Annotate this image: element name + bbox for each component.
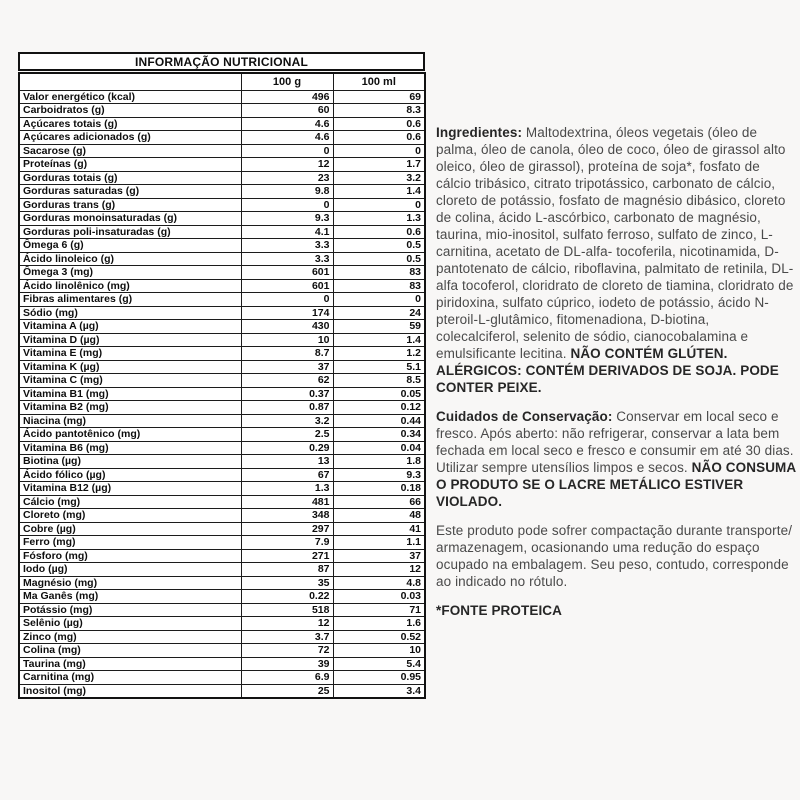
table-row bbox=[19, 90, 425, 104]
value-100g: 601 bbox=[241, 266, 333, 280]
value-100g: 3.7 bbox=[241, 630, 333, 644]
value-100ml: 83 bbox=[333, 279, 425, 293]
table-row bbox=[19, 428, 425, 442]
conservation-paragraph bbox=[436, 408, 796, 510]
value-100ml: 0.5 bbox=[333, 239, 425, 253]
header-blank-cell bbox=[19, 73, 241, 90]
value-100g: 4.6 bbox=[241, 117, 333, 131]
value-100g: 9.3 bbox=[241, 212, 333, 226]
table-row bbox=[19, 482, 425, 496]
table-row bbox=[19, 495, 425, 509]
nutrient-label: Potássio (mg) bbox=[19, 603, 241, 617]
nutrition-facts-panel bbox=[18, 52, 425, 699]
table-row bbox=[19, 225, 425, 239]
table-row bbox=[19, 468, 425, 482]
table-row bbox=[19, 644, 425, 658]
table-row bbox=[19, 360, 425, 374]
value-100ml: 0.6 bbox=[333, 117, 425, 131]
table-row bbox=[19, 185, 425, 199]
nutrient-label: Cloreto (mg) bbox=[19, 509, 241, 523]
nutrient-label: Gorduras poli-insaturadas (g) bbox=[19, 225, 241, 239]
value-100g: 23 bbox=[241, 171, 333, 185]
nutrient-label: Ácido fólico (µg) bbox=[19, 468, 241, 482]
table-row bbox=[19, 252, 425, 266]
value-100g: 25 bbox=[241, 684, 333, 698]
table-row bbox=[19, 387, 425, 401]
table-row bbox=[19, 266, 425, 280]
value-100ml: 1.7 bbox=[333, 158, 425, 172]
table-row bbox=[19, 617, 425, 631]
value-100g: 3.2 bbox=[241, 414, 333, 428]
value-100ml: 0.5 bbox=[333, 252, 425, 266]
nutrient-label: Vitamina K (µg) bbox=[19, 360, 241, 374]
table-row bbox=[19, 536, 425, 550]
value-100ml: 0 bbox=[333, 144, 425, 158]
seal-warning: NÃO CONSUMA O PRODUTO SE O LACRE METÁLICO ESTIVER VIOLADO. bbox=[436, 460, 796, 509]
table-row bbox=[19, 441, 425, 455]
value-100g: 496 bbox=[241, 90, 333, 104]
value-100g: 10 bbox=[241, 333, 333, 347]
value-100g: 13 bbox=[241, 455, 333, 469]
table-row bbox=[19, 563, 425, 577]
nutrient-label: Vitamina B6 (mg) bbox=[19, 441, 241, 455]
value-100g: 9.8 bbox=[241, 185, 333, 199]
value-100g: 87 bbox=[241, 563, 333, 577]
nutrient-label: Selênio (µg) bbox=[19, 617, 241, 631]
nutrient-label: Gorduras trans (g) bbox=[19, 198, 241, 212]
value-100ml: 3.4 bbox=[333, 684, 425, 698]
value-100g: 481 bbox=[241, 495, 333, 509]
value-100g: 601 bbox=[241, 279, 333, 293]
table-row bbox=[19, 293, 425, 307]
table-row bbox=[19, 104, 425, 118]
nutrient-label: Vitamina B2 (mg) bbox=[19, 401, 241, 415]
value-100ml: 41 bbox=[333, 522, 425, 536]
nutrient-label: Cálcio (mg) bbox=[19, 495, 241, 509]
value-100g: 0.87 bbox=[241, 401, 333, 415]
value-100g: 39 bbox=[241, 657, 333, 671]
value-100ml: 48 bbox=[333, 509, 425, 523]
value-100ml: 1.1 bbox=[333, 536, 425, 550]
value-100ml: 1.2 bbox=[333, 347, 425, 361]
value-100ml: 37 bbox=[333, 549, 425, 563]
value-100g: 0 bbox=[241, 144, 333, 158]
conservation-label: Cuidados de Conservação: bbox=[436, 409, 613, 424]
value-100g: 7.9 bbox=[241, 536, 333, 550]
nutrient-label: Biotina (µg) bbox=[19, 455, 241, 469]
value-100g: 3.3 bbox=[241, 252, 333, 266]
value-100ml: 4.8 bbox=[333, 576, 425, 590]
table-row bbox=[19, 239, 425, 253]
value-100ml: 0 bbox=[333, 293, 425, 307]
table-header-row bbox=[19, 73, 425, 90]
table-row bbox=[19, 509, 425, 523]
ingredients-label: Ingredientes: bbox=[436, 125, 523, 140]
value-100g: 12 bbox=[241, 158, 333, 172]
conservation-body: Conservar em local seco e fresco. Após aberto: não refrigerar, conservar a lata bem fechada em local seco e fresco e consumir em até 30 dias. Utilizar sempre utensílios limpos e secos. bbox=[436, 409, 794, 475]
table-row bbox=[19, 549, 425, 563]
value-100ml: 1.3 bbox=[333, 212, 425, 226]
nutrient-label: Gorduras saturadas (g) bbox=[19, 185, 241, 199]
value-100ml: 71 bbox=[333, 603, 425, 617]
value-100ml: 0.95 bbox=[333, 671, 425, 685]
nutrient-label: Ferro (mg) bbox=[19, 536, 241, 550]
table-row bbox=[19, 630, 425, 644]
table-row bbox=[19, 590, 425, 604]
value-100ml: 0.44 bbox=[333, 414, 425, 428]
value-100ml: 69 bbox=[333, 90, 425, 104]
nutrient-label: Fósforo (mg) bbox=[19, 549, 241, 563]
nutrient-label: Vitamina B12 (µg) bbox=[19, 482, 241, 496]
value-100ml: 59 bbox=[333, 320, 425, 334]
table-row bbox=[19, 657, 425, 671]
value-100ml: 0.6 bbox=[333, 131, 425, 145]
nutrient-label: Vitamina A (µg) bbox=[19, 320, 241, 334]
nutrient-label: Vitamina E (mg) bbox=[19, 347, 241, 361]
value-100ml: 1.4 bbox=[333, 185, 425, 199]
value-100g: 0.37 bbox=[241, 387, 333, 401]
value-100ml: 0.52 bbox=[333, 630, 425, 644]
table-row bbox=[19, 401, 425, 415]
value-100g: 6.9 bbox=[241, 671, 333, 685]
table-row bbox=[19, 131, 425, 145]
table-row bbox=[19, 144, 425, 158]
table-row bbox=[19, 198, 425, 212]
table-row bbox=[19, 603, 425, 617]
table-row bbox=[19, 455, 425, 469]
value-100ml: 8.3 bbox=[333, 104, 425, 118]
nutrient-label: Gorduras monoinsaturadas (g) bbox=[19, 212, 241, 226]
nutrient-label: Iodo (µg) bbox=[19, 563, 241, 577]
info-text-column bbox=[436, 124, 796, 631]
table-row bbox=[19, 320, 425, 334]
nutrient-label: Cobre (µg) bbox=[19, 522, 241, 536]
table-row bbox=[19, 117, 425, 131]
nutrition-table bbox=[18, 72, 426, 699]
table-row bbox=[19, 347, 425, 361]
nutrient-label: Vitamina B1 (mg) bbox=[19, 387, 241, 401]
nutrient-label: Carnitina (mg) bbox=[19, 671, 241, 685]
value-100g: 174 bbox=[241, 306, 333, 320]
value-100ml: 0.05 bbox=[333, 387, 425, 401]
value-100g: 0 bbox=[241, 198, 333, 212]
nutrient-label: Valor energético (kcal) bbox=[19, 90, 241, 104]
value-100g: 518 bbox=[241, 603, 333, 617]
nutrient-label: Magnésio (mg) bbox=[19, 576, 241, 590]
value-100ml: 1.8 bbox=[333, 455, 425, 469]
nutrient-label: Fibras alimentares (g) bbox=[19, 293, 241, 307]
nutrient-label: Taurina (mg) bbox=[19, 657, 241, 671]
value-100g: 297 bbox=[241, 522, 333, 536]
value-100g: 430 bbox=[241, 320, 333, 334]
value-100g: 2.5 bbox=[241, 428, 333, 442]
nutrient-label: Vitamina C (mg) bbox=[19, 374, 241, 388]
allergen-warning: NÃO CONTÉM GLÚTEN. ALÉRGICOS: CONTÉM DERIVADOS DE SOJA. PODE CONTER PEIXE. bbox=[436, 346, 779, 395]
value-100ml: 5.1 bbox=[333, 360, 425, 374]
table-row bbox=[19, 374, 425, 388]
value-100g: 4.1 bbox=[241, 225, 333, 239]
table-title: INFORMAÇÃO NUTRICIONAL bbox=[18, 52, 425, 71]
table-row bbox=[19, 171, 425, 185]
value-100g: 8.7 bbox=[241, 347, 333, 361]
value-100ml: 5.4 bbox=[333, 657, 425, 671]
nutrient-label: Colina (mg) bbox=[19, 644, 241, 658]
nutrient-label: Açúcares adicionados (g) bbox=[19, 131, 241, 145]
ingredients-body: Maltodextrina, óleos vegetais (óleo de palma, óleo de canola, óleo de coco, óleo de girassol alto oleico, óleo de girassol), proteína de soja*, fosfato de cálcio tribásico, citrato tripotássico, carbonato de cálcio, cloreto de potássio, fosfato de magnésio dibásico, cloreto de colina, ácido L-ascórbico, carbonato de magnésio, taurina, mio-inositol, sulfato ferroso, sulfato de zinco, L-carnitina, acetato de DL-alfa- tocoferila, nicotinamida, D-pantotenato de cálcio, riboflavina, palmitato de retinila, DL-alfa tocoferol, cloridrato de cloreto de tiamina, cloridrato de piridoxina, sulfato cúprico, iodeto de potássio, ácido N-pteroil-L-glutâmico, fitomenadiona, D-biotina, colecalciferol, selenito de sódio, cianocobalamina e emulsificante lecitina. bbox=[436, 125, 794, 361]
nutrient-label: Ma Ganês (mg) bbox=[19, 590, 241, 604]
value-100g: 60 bbox=[241, 104, 333, 118]
protein-source-footnote: *FONTE PROTEICA bbox=[436, 603, 563, 618]
value-100ml: 1.4 bbox=[333, 333, 425, 347]
compaction-paragraph: Este produto pode sofrer compactação durante transporte/ armazenagem, ocasionando uma redução do espaço ocupado na embalagem. Seu peso, contudo, corresponde ao indicado no rótulo. bbox=[436, 523, 793, 589]
table-row bbox=[19, 671, 425, 685]
table-row bbox=[19, 306, 425, 320]
value-100g: 348 bbox=[241, 509, 333, 523]
nutrient-label: Ômega 6 (g) bbox=[19, 239, 241, 253]
nutrient-label: Gorduras totais (g) bbox=[19, 171, 241, 185]
value-100g: 3.3 bbox=[241, 239, 333, 253]
value-100ml: 0.6 bbox=[333, 225, 425, 239]
table-row bbox=[19, 522, 425, 536]
value-100g: 67 bbox=[241, 468, 333, 482]
table-row bbox=[19, 414, 425, 428]
value-100g: 0.22 bbox=[241, 590, 333, 604]
table-row bbox=[19, 158, 425, 172]
value-100ml: 9.3 bbox=[333, 468, 425, 482]
table-row bbox=[19, 576, 425, 590]
value-100g: 35 bbox=[241, 576, 333, 590]
value-100g: 37 bbox=[241, 360, 333, 374]
value-100ml: 0.04 bbox=[333, 441, 425, 455]
value-100ml: 0.03 bbox=[333, 590, 425, 604]
nutrient-label: Niacina (mg) bbox=[19, 414, 241, 428]
value-100ml: 12 bbox=[333, 563, 425, 577]
value-100ml: 0.18 bbox=[333, 482, 425, 496]
value-100ml: 24 bbox=[333, 306, 425, 320]
value-100ml: 0.34 bbox=[333, 428, 425, 442]
header-100ml: 100 ml bbox=[333, 73, 425, 90]
value-100g: 12 bbox=[241, 617, 333, 631]
header-100g: 100 g bbox=[241, 73, 333, 90]
value-100g: 1.3 bbox=[241, 482, 333, 496]
ingredients-paragraph bbox=[436, 124, 796, 396]
value-100g: 0.29 bbox=[241, 441, 333, 455]
value-100g: 4.6 bbox=[241, 131, 333, 145]
value-100ml: 10 bbox=[333, 644, 425, 658]
table-row bbox=[19, 684, 425, 698]
nutrient-label: Ácido pantotênico (mg) bbox=[19, 428, 241, 442]
value-100ml: 0.12 bbox=[333, 401, 425, 415]
nutrient-label: Ômega 3 (mg) bbox=[19, 266, 241, 280]
nutrient-label: Inositol (mg) bbox=[19, 684, 241, 698]
nutrient-label: Zinco (mg) bbox=[19, 630, 241, 644]
nutrient-label: Ácido linolênico (mg) bbox=[19, 279, 241, 293]
value-100ml: 3.2 bbox=[333, 171, 425, 185]
table-row bbox=[19, 333, 425, 347]
table-row bbox=[19, 279, 425, 293]
value-100g: 271 bbox=[241, 549, 333, 563]
value-100g: 62 bbox=[241, 374, 333, 388]
nutrient-label: Sacarose (g) bbox=[19, 144, 241, 158]
value-100ml: 1.6 bbox=[333, 617, 425, 631]
nutrient-label: Sódio (mg) bbox=[19, 306, 241, 320]
nutrient-label: Ácido linoleico (g) bbox=[19, 252, 241, 266]
value-100ml: 8.5 bbox=[333, 374, 425, 388]
nutrient-label: Carboidratos (g) bbox=[19, 104, 241, 118]
value-100g: 0 bbox=[241, 293, 333, 307]
table-row bbox=[19, 212, 425, 226]
nutrient-label: Proteínas (g) bbox=[19, 158, 241, 172]
nutrient-label: Vitamina D (µg) bbox=[19, 333, 241, 347]
value-100g: 72 bbox=[241, 644, 333, 658]
value-100ml: 66 bbox=[333, 495, 425, 509]
value-100ml: 83 bbox=[333, 266, 425, 280]
nutrient-label: Açúcares totais (g) bbox=[19, 117, 241, 131]
value-100ml: 0 bbox=[333, 198, 425, 212]
